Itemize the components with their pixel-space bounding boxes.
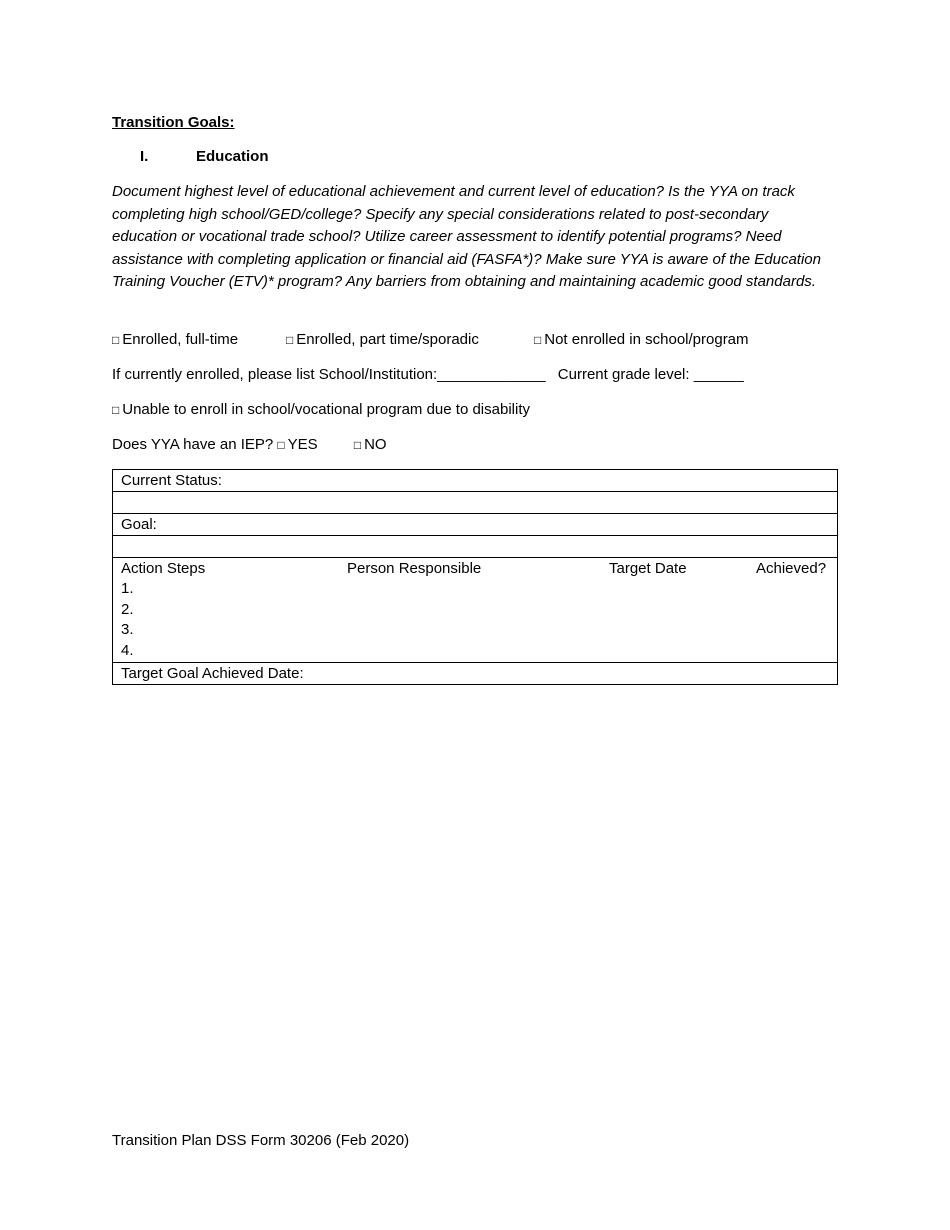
checkbox-label: Not enrolled in school/program	[544, 331, 749, 348]
not-enrolled-checkbox[interactable]	[534, 330, 749, 350]
checkbox-label: Enrolled, full-time	[122, 331, 239, 348]
disability-checkbox[interactable]	[112, 400, 530, 420]
target-goal-achieved-row[interactable]	[113, 663, 837, 684]
checkbox-label: YES	[287, 436, 318, 453]
education-section-title	[140, 147, 269, 167]
section-number: I.	[140, 148, 149, 165]
iep-no-checkbox[interactable]	[354, 436, 387, 453]
action-step-3[interactable]: 3.	[121, 621, 134, 638]
checkbox-icon: □	[353, 438, 362, 452]
transition-goals-heading: Transition Goals:	[112, 114, 235, 131]
checkbox-icon: □	[112, 403, 120, 417]
section-title: Education	[196, 148, 269, 165]
iep-question: Does YYA have an IEP?	[112, 436, 274, 453]
current-status-entry[interactable]	[113, 492, 837, 514]
school-institution-line	[112, 365, 744, 385]
action-step-4[interactable]: 4.	[121, 641, 134, 659]
person-responsible-header: Person Responsible	[347, 560, 482, 577]
grade-level-label: Current grade level:	[557, 366, 690, 383]
goal-entry[interactable]	[113, 536, 837, 558]
checkbox-icon: □	[277, 438, 285, 452]
checkbox-icon: □	[286, 333, 294, 347]
achieved-header: Achieved?	[756, 560, 827, 577]
school-institution-field[interactable]: _____________	[437, 366, 546, 383]
action-step-1[interactable]: 1.	[121, 580, 134, 597]
action-steps-block	[113, 558, 837, 663]
current-status-label: Current Status:	[121, 472, 222, 489]
action-step-2[interactable]: 2.	[121, 600, 134, 618]
checkbox-label: Unable to enroll in school/vocational program due to disability	[122, 401, 530, 418]
enrolled-part-time-checkbox[interactable]	[286, 330, 479, 350]
goal-row	[113, 514, 837, 536]
checkbox-label: Enrolled, part time/sporadic	[296, 331, 479, 348]
checkbox-label: NO	[364, 436, 387, 453]
form-footer: Transition Plan DSS Form 30206 (Feb 2020)	[112, 1132, 410, 1149]
enrolled-full-time-checkbox[interactable]	[112, 330, 238, 350]
enrollment-options	[112, 330, 838, 350]
target-date-header: Target Date	[609, 560, 687, 577]
iep-question-line	[112, 435, 387, 455]
iep-yes-checkbox[interactable]	[277, 436, 317, 453]
goal-label: Goal:	[121, 516, 157, 533]
grade-level-field[interactable]: ______	[693, 366, 744, 383]
school-institution-label: If currently enrolled, please list School/Institution:	[112, 366, 438, 383]
current-status-row	[113, 470, 837, 492]
education-instructions: Document highest level of educational achievement and current level of education? Is the YYA on track completing high school/GED/college? Specify any special considerations related to post-secondary education or vocational trade school? Utilize career assessment to identify potential programs? Need assistance with completing application or financial aid (FASFA*)? Make sure YYA is aware of the Education Training Voucher (ETV)* program? Any barriers from obtaining and maintaining academic good standards.	[112, 183, 821, 291]
checkbox-icon: □	[534, 333, 542, 347]
checkbox-icon: □	[112, 333, 120, 347]
target-goal-achieved-label: Target Goal Achieved Date:	[121, 665, 304, 682]
education-goal-table	[112, 469, 838, 685]
action-steps-header: Action Steps	[121, 560, 206, 577]
